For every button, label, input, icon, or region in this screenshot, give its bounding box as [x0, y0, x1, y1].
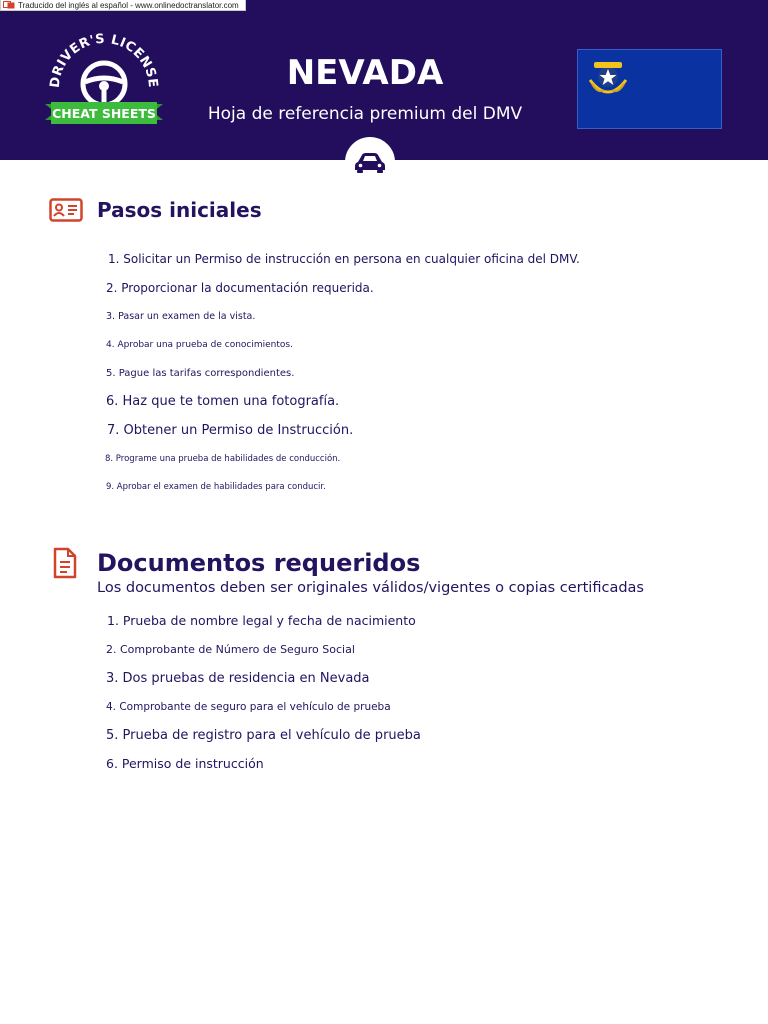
list-item: 3. Dos pruebas de residencia en Nevada	[106, 671, 370, 686]
nevada-flag-icon	[577, 49, 722, 129]
section-title-documents: Documentos requeridos	[97, 549, 421, 577]
list-item: 5. Prueba de registro para el vehículo de prueba	[106, 728, 421, 743]
header	[0, 0, 768, 160]
list-item: 4. Aprobar una prueba de conocimientos.	[106, 340, 293, 350]
list-item: 9. Aprobar el examen de habilidades para conducir.	[106, 482, 326, 492]
list-item: 2. Proporcionar la documentación requerida.	[106, 281, 374, 295]
id-card-icon	[49, 198, 83, 222]
list-item: 4. Comprobante de seguro para el vehículo de prueba	[106, 701, 391, 713]
list-item: 7. Obtener un Permiso de Instrucción.	[107, 423, 354, 438]
list-item: 6. Permiso de instrucción	[106, 756, 264, 771]
car-badge	[345, 137, 395, 187]
documents-subtitle: Los documentos deben ser originales válidos/vigentes o copias certificadas	[97, 580, 644, 596]
list-item: 1. Prueba de nombre legal y fecha de nacimiento	[107, 613, 416, 628]
list-item: 5. Pague las tarifas correspondientes.	[106, 368, 295, 379]
translator-banner[interactable]	[0, 0, 246, 11]
section-title-first-steps: Pasos iniciales	[97, 198, 262, 222]
list-item: 3. Pasar un examen de la vista.	[106, 311, 256, 322]
translator-banner-text[interactable]: Traducido del inglés al español - www.onlinedoctranslator.com	[18, 0, 239, 10]
flag-seal	[578, 50, 721, 128]
document-icon	[52, 547, 78, 579]
list-item: 8. Programe una prueba de habilidades de conducción.	[105, 454, 341, 464]
translate-icon	[3, 1, 15, 9]
logo-arc-text: DRIVER'S LICENSE	[47, 31, 161, 89]
logo-ribbon	[45, 102, 163, 124]
steering-wheel-icon	[83, 63, 125, 105]
car-icon	[354, 151, 386, 173]
state-subtitle: Hoja de referencia premium del DMV	[207, 104, 523, 124]
list-item: 6. Haz que te tomen una fotografía.	[106, 394, 340, 409]
list-item: 2. Comprobante de Número de Seguro Social	[106, 643, 355, 656]
state-title: NEVADA	[286, 53, 444, 93]
list-item: 1. Solicitar un Permiso de instrucción en persona en cualquier oficina del DMV.	[108, 252, 580, 266]
logo-ribbon-text: CHEAT SHEETS	[52, 106, 156, 121]
logo	[45, 26, 163, 130]
